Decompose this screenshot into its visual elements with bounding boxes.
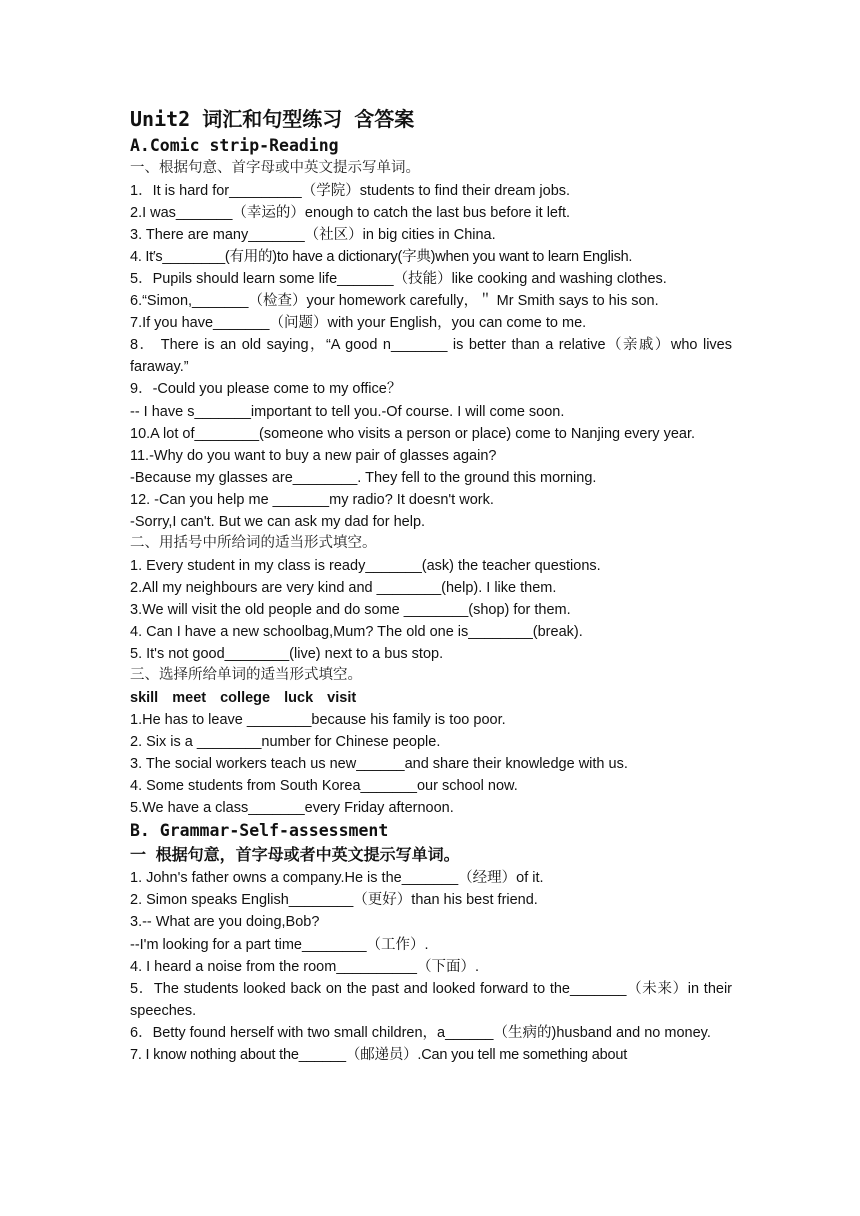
exercise-line: 7. I know nothing about the______（邮递员）.Can you tell me something about bbox=[130, 1046, 628, 1063]
exercise-line: 4. Some students from South Korea_______our school now. bbox=[130, 778, 518, 795]
exercise-line: 3. The social workers teach us new______and share their knowledge with us. bbox=[130, 755, 628, 772]
exercise-line: -- I have s_______important to tell you.-Of course. I will come soon. bbox=[130, 403, 565, 420]
section-a-part2-heading: 二、用括号中所给词的适当形式填空。 bbox=[130, 535, 377, 552]
exercise-line: 7.If you have_______（问题）with your English，you can come to me. bbox=[130, 315, 587, 332]
exercise-line: 1.He has to leave ________because his family is too poor. bbox=[130, 711, 506, 728]
section-a-part1-heading: 一、根据句意、首字母或中英文提示写单词。 bbox=[130, 160, 420, 176]
section-a-heading: A.Comic strip-Reading bbox=[130, 136, 339, 155]
exercise-line: 1. Every student in my class is ready_______(ask) the teacher questions. bbox=[130, 557, 601, 574]
exercise-line: 10.A lot of________(someone who visits a person or place) come to Nanjing every year. bbox=[130, 425, 696, 442]
exercise-line: --I'm looking for a part time________（工作）. bbox=[130, 936, 429, 953]
exercise-line: 12. -Can you help me _______my radio? It doesn't work. bbox=[130, 491, 494, 508]
exercise-line: 3.-- What are you doing,Bob? bbox=[130, 914, 320, 931]
document-page bbox=[130, 104, 732, 1066]
exercise-line: 6．Betty found herself with two small children，a______（生病的)husband and no money. bbox=[130, 1024, 711, 1041]
exercise-line: 1．It is hard for_________（学院）students to find their dream jobs. bbox=[130, 182, 571, 199]
exercise-line: 4. It′s________(有用的)to have a dictionary(字典)when you want to learn English. bbox=[130, 248, 633, 265]
exercise-line: 11.-Why do you want to buy a new pair of glasses again? bbox=[130, 447, 497, 464]
exercise-line: 4. Can I have a new schoolbag,Mum? The old one is________(break). bbox=[130, 623, 583, 640]
exercise-line: 2. Simon speaks English________（更好）than his best friend. bbox=[130, 892, 538, 909]
section-b-heading: B. Grammar-Self-assessment bbox=[130, 821, 389, 841]
exercise-line: -Because my glasses are________. They fell to the ground this morning. bbox=[130, 469, 597, 486]
exercise-line: 6.“Simon,_______（检查）your homework carefully，＂ Mr Smith says to his son. bbox=[130, 293, 659, 310]
document-title: Unit2 词汇和句型练习 含答案 bbox=[130, 107, 415, 131]
exercise-line: 9．-Could you please come to my office？ bbox=[130, 381, 402, 398]
word-bank: skill meet college luck visit bbox=[130, 689, 357, 706]
exercise-line: 3.We will visit the old people and do some ________(shop) for them. bbox=[130, 601, 571, 618]
exercise-line: 2.I was_______（幸运的）enough to catch the last bus before it left. bbox=[130, 204, 571, 221]
exercise-line: 5．Pupils should learn some life_______（技能）like cooking and washing clothes. bbox=[130, 270, 667, 287]
exercise-line: 5．The students looked back on the past and looked forward to the_______（未来）in their speeches. bbox=[130, 980, 732, 1019]
exercise-line: 8． There is an old saying，“A good n_______ is better than a relative（亲戚）who lives faraway.” bbox=[130, 337, 732, 376]
exercise-line: 1. John's father owns a company.He is the_______（经理）of it. bbox=[130, 870, 544, 887]
exercise-line: 2.All my neighbours are very kind and ________(help). I like them. bbox=[130, 579, 557, 596]
section-b-part1-heading: 一 根据句意，首字母或者中英文提示写单词。 bbox=[130, 845, 460, 865]
exercise-line: 3. There are many_______（社区）in big cities in China. bbox=[130, 226, 496, 243]
exercise-line: 4. I heard a noise from the room__________（下面）. bbox=[130, 958, 479, 975]
exercise-line: 2. Six is a ________number for Chinese people. bbox=[130, 733, 441, 750]
exercise-line: -Sorry,I can't. But we can ask my dad for help. bbox=[130, 514, 426, 530]
exercise-line: 5. It's not good________(live) next to a bus stop. bbox=[130, 646, 444, 663]
section-a-part3-heading: 三、选择所给单词的适当形式填空。 bbox=[130, 667, 362, 684]
exercise-line: 5.We have a class_______every Friday afternoon. bbox=[130, 800, 454, 817]
